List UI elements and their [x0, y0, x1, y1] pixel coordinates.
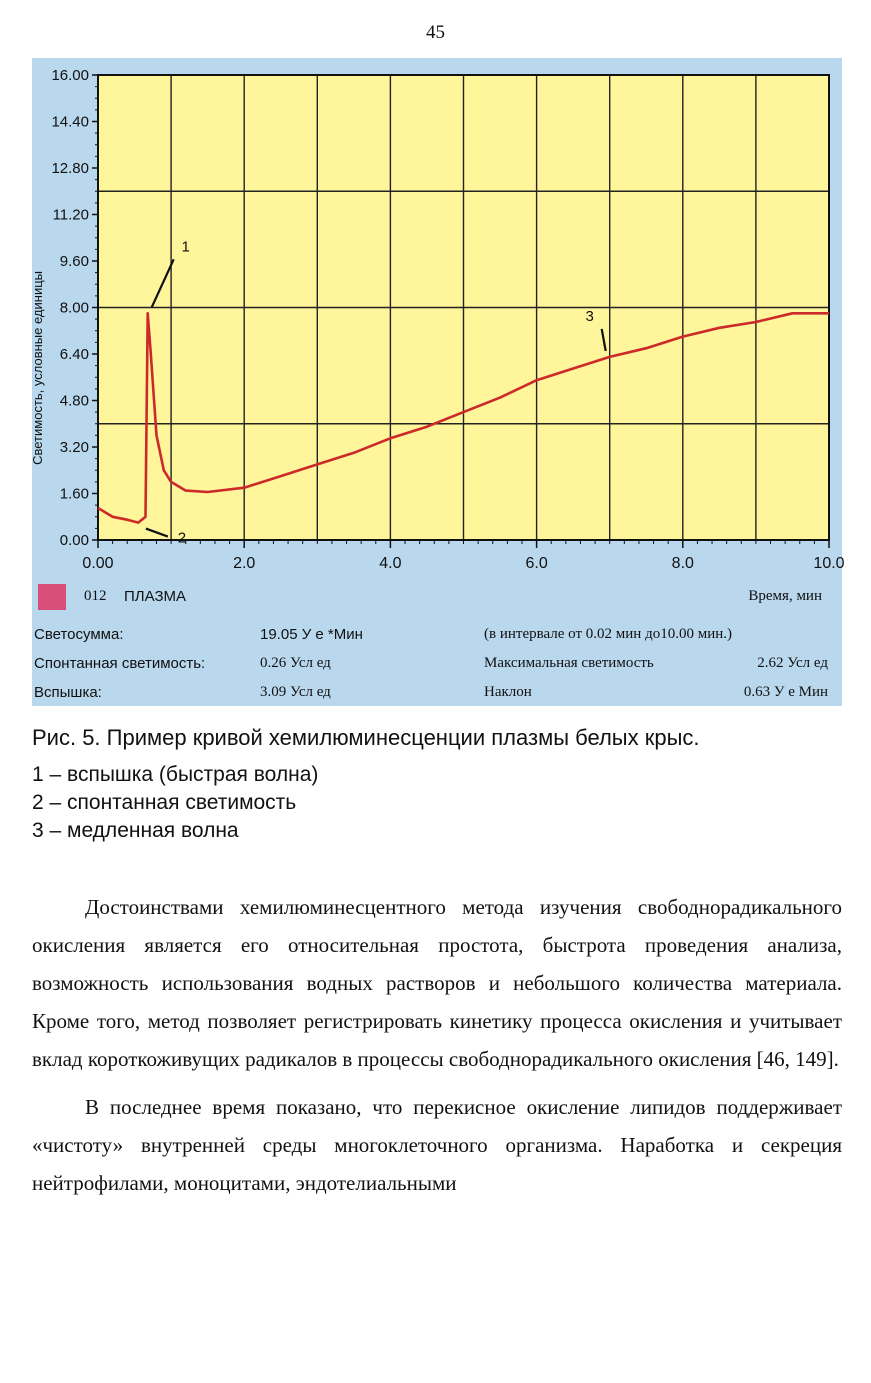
body-text [32, 888, 842, 1202]
x-tick-label: 2.0 [233, 555, 256, 572]
legend-swatch [38, 584, 66, 610]
stat-slope-value: 0.63 У е Мин [743, 684, 828, 700]
legend-line-3: 3 – медленная волна [32, 819, 239, 842]
legend-line-1: 1 – вспышка (быстрая волна) [32, 763, 319, 786]
y-tick-label: 9.60 [59, 253, 89, 270]
y-tick-label: 8.00 [59, 299, 89, 317]
y-tick-label: 12.80 [51, 160, 89, 177]
stat-spont-label: Спонтанная светимость: [34, 655, 206, 672]
y-tick-label: 0.00 [59, 532, 89, 549]
paragraph-1: Достоинствами хемилюминесцентного метода изучения свободнорадикального окисления является его относительная простота, быстрота проведения анализа, возможность использования водных растворов и небольшого количества материала. Кроме того, метод позволяет регистрировать кинетику процесса окисления и учитывает вклад короткоживущих радикалов в процессы свободнорадикального окисления [46, 149]. [32, 895, 842, 1071]
y-tick-label: 1.60 [59, 485, 89, 503]
stat-flash-value: 3.09 Усл ед [260, 684, 331, 700]
paragraph-2: В последнее время показано, что перекисное окисление липидов поддерживает «чистоту» внутренней среды многоклеточного организма. Наработка и секреция нейтрофилами, моноцитами, эндотелиальными [32, 1095, 842, 1195]
annotation-label-2: 2 [177, 529, 187, 547]
stat-spont-value: 0.26 Усл ед [260, 655, 331, 671]
legend-line-2: 2 – спонтанная светимость [32, 791, 297, 814]
stat-flash-label: Вспышка: [34, 684, 102, 701]
x-tick-label: 10.0 [813, 555, 845, 572]
y-tick-label: 6.40 [59, 346, 89, 363]
y-tick-label: 4.80 [59, 392, 89, 410]
x-axis-label: Время, мин [748, 588, 822, 604]
stat-sum-value: 19.05 У е *Мин [260, 626, 363, 643]
annotation-label-3: 3 [585, 307, 594, 325]
stat-max-label: Максимальная светимость [484, 655, 654, 671]
x-tick-label: 0.00 [82, 555, 114, 572]
page-number: 45 [426, 22, 445, 43]
y-tick-label: 16.00 [51, 67, 89, 84]
y-tick-label: 11.20 [52, 206, 89, 224]
legend-name: ПЛАЗМА [124, 588, 187, 605]
x-tick-label: 4.0 [379, 555, 402, 572]
y-axis-label: Светимость, условные единицы [30, 271, 45, 465]
figure-caption: Рис. 5. Пример кривой хемилюминесценции плазмы белых крыс. [32, 725, 700, 750]
stat-max-value: 2.62 Усл ед [757, 655, 828, 671]
stat-interval: (в интервале от 0.02 мин до10.00 мин.) [484, 626, 732, 642]
y-tick-label: 3.20 [59, 439, 89, 456]
x-tick-label: 6.0 [525, 555, 548, 572]
chemiluminescence-chart [30, 58, 845, 578]
annotation-label-1: 1 [181, 238, 190, 256]
x-tick-label: 8.0 [671, 555, 694, 572]
chemiluminescence-figure [30, 58, 845, 706]
y-tick-label: 14.40 [51, 113, 89, 131]
legend-code: 012 [84, 588, 107, 604]
stat-slope-label: Наклон [484, 684, 532, 700]
stat-sum-label: Светосумма: [34, 626, 124, 643]
